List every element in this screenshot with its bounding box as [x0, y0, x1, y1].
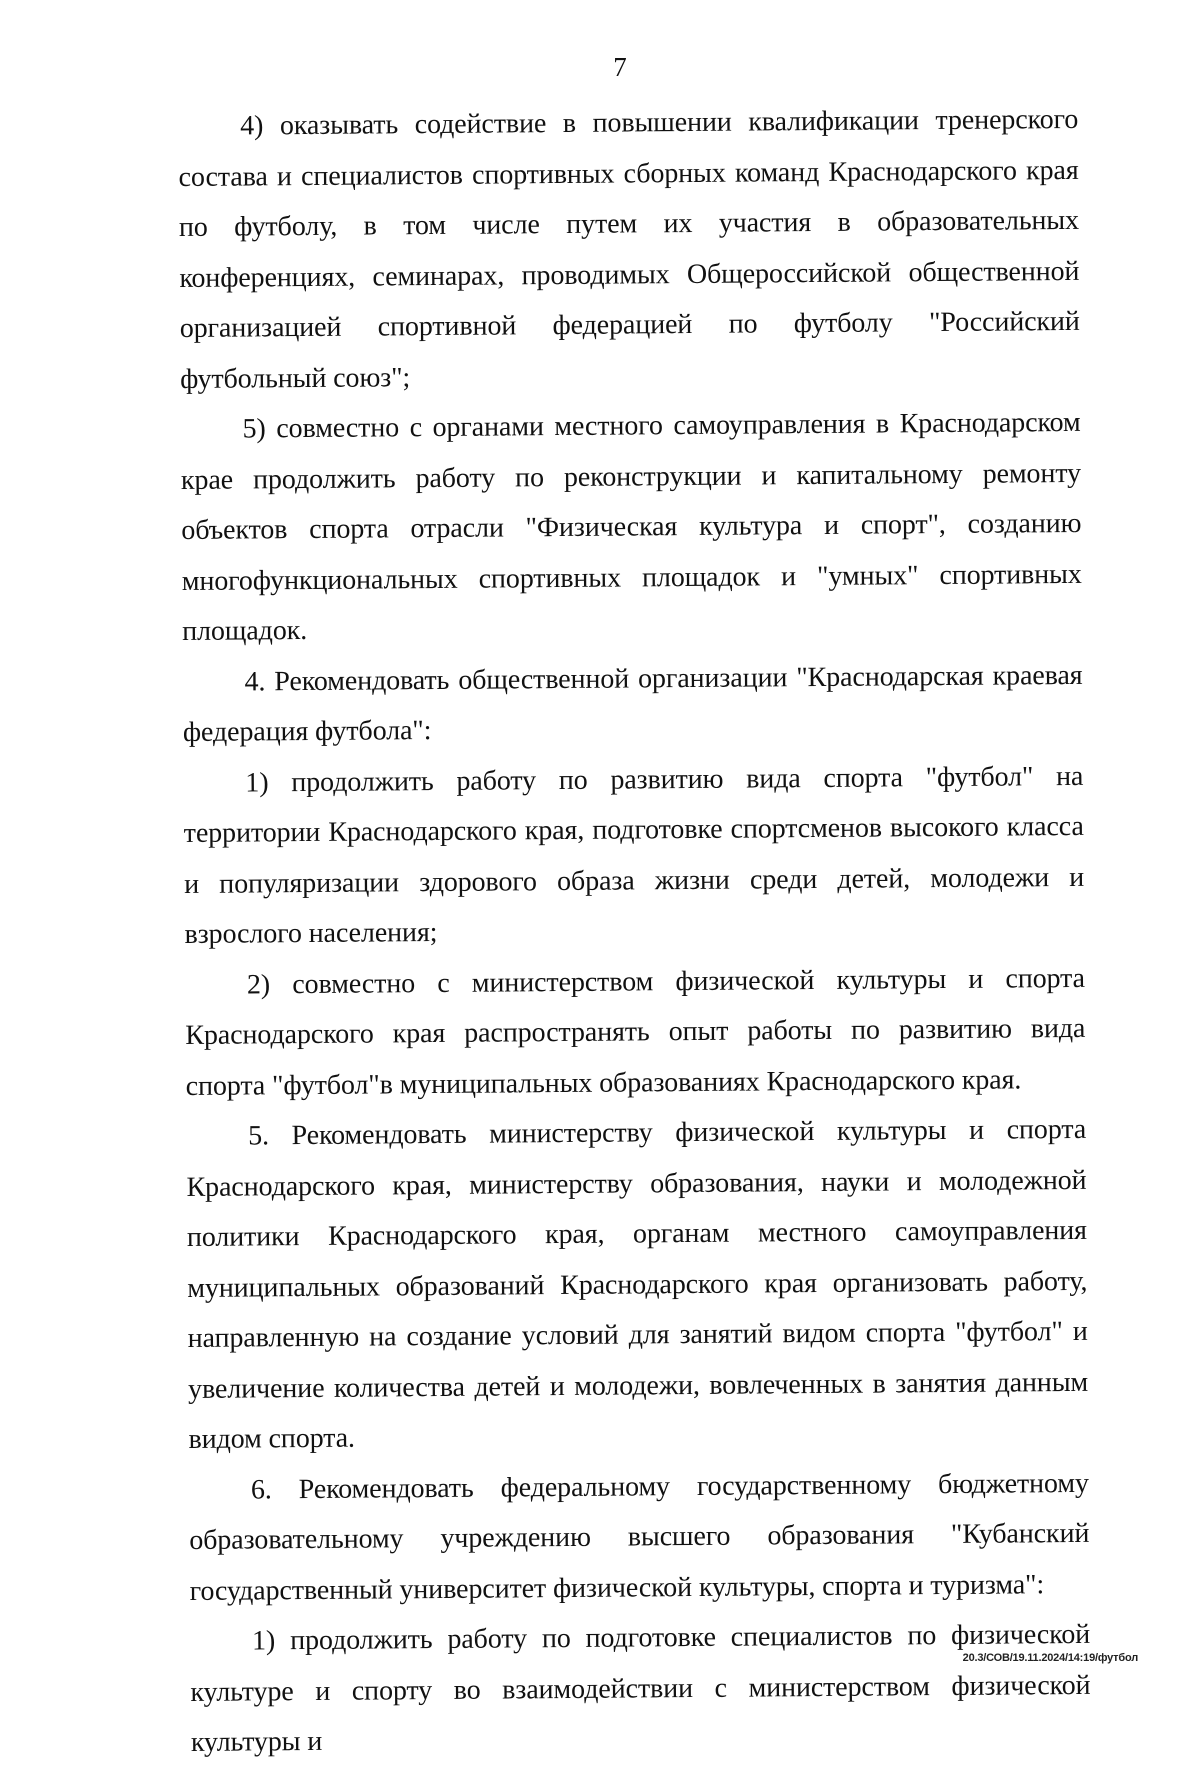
- paragraph-section-4-federation: 4. Рекомендовать общественной организации "Краснодарская краевая федерация футбола":: [182, 659, 1083, 748]
- page-number: 7: [613, 52, 627, 82]
- document-body: [178, 95, 1091, 1768]
- paragraph-subitem-1-development: 1) продолжить работу по развитию вида спорта "футбол" на территории Краснодарского края, подготовке спортсменов высокого класса и популяризации здорового образа жизни среди детей, молодежи и взрослого населения;: [183, 760, 1085, 950]
- paragraph-subitem-1-specialists: 1) продолжить работу по подготовке специалистов по физической культуре и спорту во взаимодействии с министерством физической культуры и: [190, 1618, 1091, 1758]
- paragraph-item-4-qualification: 4) оказывать содействие в повышении квалификации тренерского состава и специалистов спортивных сборных команд Краснодарского края по футболу, в том числе путем их участия в образовательных конференциях, семинарах, проводимых Общероссийской общественной организацией спортивной федерацией по футболу "Российский футбольный союз";: [178, 103, 1080, 395]
- paragraph-section-5-ministries: 5. Рекомендовать министерству физической культуры и спорта Краснодарского края, министерству образования, науки и молодежной политики Краснодарского края, органам местного самоуправления муниципальных образований Краснодарского края организовать работу, направленную на создание условий для занятий видом спорта "футбол" и увеличение количества детей и молодежи, вовлеченных в занятия данным видом спорта.: [186, 1113, 1089, 1455]
- paragraph-item-5-reconstruction: 5) совместно с органами местного самоуправления в Краснодарском крае продолжить работу по реконструкции и капитальному ремонту объектов спорта отрасли "Физическая культура и спорт", созданию многофункциональных спортивных площадок и "умных" спортивных площадок.: [180, 406, 1082, 647]
- paragraph-section-6-university: 6. Рекомендовать федеральному государственному бюджетному образовательному учреждению высшего образования "Кубанский государственный университет физической культуры, спорта и туризма":: [189, 1467, 1090, 1607]
- footer-document-code: 20.3/СОВ/19.11.2024/14:19/футбол: [962, 1652, 1138, 1664]
- paragraph-subitem-2-experience: 2) совместно с министерством физической культуры и спорта Краснодарского края распространять опыт работы по развитию вида спорта "футбол"в муниципальных образованиях Краснодарского края.: [185, 962, 1086, 1102]
